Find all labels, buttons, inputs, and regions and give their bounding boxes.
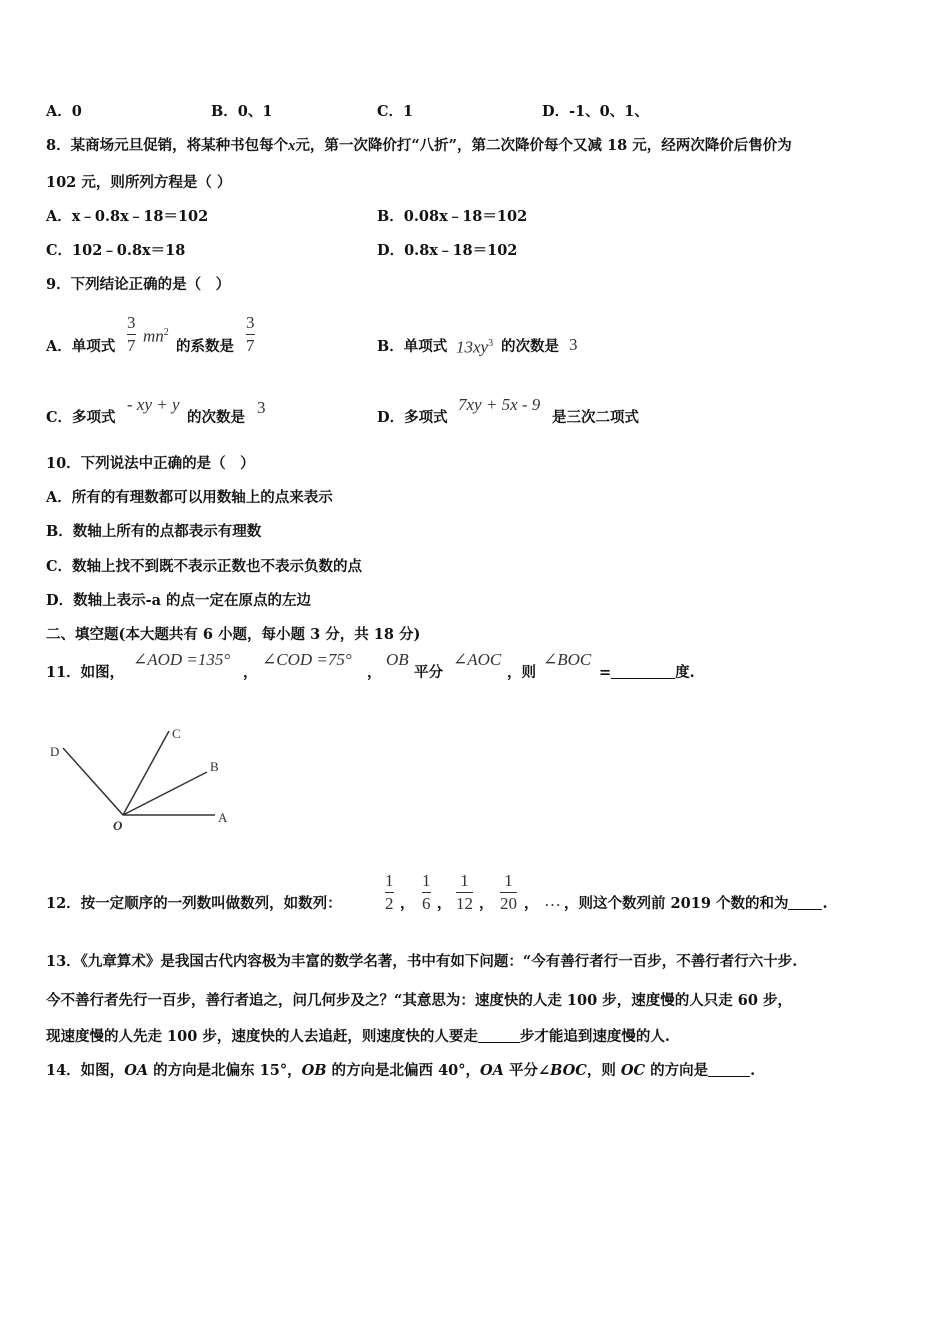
q13-line3-post: 步才能追到速度慢的人. bbox=[519, 1028, 670, 1045]
q10-option-a: A．所有的有理数都可以用数轴上的点来表示 bbox=[46, 489, 333, 506]
q14-oc: OC bbox=[620, 1062, 646, 1079]
label-a: A bbox=[218, 810, 228, 825]
q7-option-b: B．0、1 bbox=[211, 103, 273, 120]
q14-ob: OB bbox=[301, 1062, 327, 1079]
q12-sep: ， bbox=[524, 895, 539, 912]
q9-c-expr: - xy + y bbox=[127, 395, 180, 414]
q12-end: . bbox=[822, 895, 828, 912]
q14-oa: OA bbox=[124, 1062, 149, 1079]
answer-blank bbox=[788, 895, 822, 910]
q14-end: . bbox=[750, 1062, 756, 1079]
q13-line2: 今不善行者先行一百步，善行者追之，问几何步及之？“其意思为：速度快的人走 100 步，速度慢的人只走 60 步， bbox=[46, 992, 792, 1009]
q11-ob: OB bbox=[386, 650, 409, 669]
fraction-bar bbox=[500, 892, 517, 893]
q11-pre: 11．如图， bbox=[46, 664, 125, 681]
q11-angle-boc: ∠BOC bbox=[543, 650, 592, 669]
q14-oa-2: OA bbox=[480, 1062, 504, 1079]
q12-post: ，则这个数列前 2019 个数的和为 bbox=[564, 895, 789, 912]
q9-b-pre: B．单项式 bbox=[377, 338, 448, 355]
q9-a-mid: 的系数是 bbox=[176, 338, 234, 355]
q10-option-d: D．数轴上表示-a 的点一定在原点的左边 bbox=[46, 592, 312, 609]
q11-comma-1: ， bbox=[243, 664, 258, 681]
answer-blank bbox=[611, 664, 675, 679]
q12-pre: 12．按一定顺序的一列数叫做数列，如数列： bbox=[46, 895, 342, 912]
label-d: D bbox=[50, 744, 60, 759]
denominator: 6 bbox=[422, 894, 431, 913]
q9-b-answer: 3 bbox=[569, 335, 578, 354]
q9-a-den: 7 bbox=[127, 336, 136, 355]
numerator: 1 bbox=[422, 871, 431, 890]
fraction-bar bbox=[127, 334, 136, 335]
q8-option-d: D．0.8x﹣18＝102 bbox=[377, 242, 518, 259]
q12-ellipsis: … bbox=[544, 891, 561, 910]
label-c: C bbox=[172, 726, 181, 741]
q7-option-a: A．0 bbox=[46, 103, 82, 120]
q13-line3 bbox=[46, 1027, 670, 1047]
ray-od bbox=[63, 748, 123, 815]
q14-line bbox=[46, 1061, 755, 1081]
q8-option-a: A．x﹣0.8x﹣18＝102 bbox=[46, 208, 209, 225]
fraction-bar bbox=[456, 892, 473, 893]
q10-option-b: B．数轴上所有的点都表示有理数 bbox=[46, 523, 262, 540]
q14-m2: 的方向是北偏西 40°， bbox=[326, 1062, 481, 1079]
numerator: 1 bbox=[504, 871, 513, 890]
q10-option-c: C．数轴上找不到既不表示正数也不表示负数的点 bbox=[46, 558, 363, 575]
q9-d-expr: 7xy + 5x - 9 bbox=[458, 395, 541, 414]
q9-a-ans-den: 7 bbox=[246, 336, 255, 355]
fraction-bar bbox=[246, 334, 255, 335]
q14-pre: 14．如图， bbox=[46, 1062, 125, 1079]
q12-fraction-1 bbox=[385, 872, 394, 913]
q12-post-line bbox=[564, 894, 828, 914]
section-heading-fill-in: 二、填空题(本大题共有 6 小题，每小题 3 分，共 18 分) bbox=[46, 626, 421, 643]
q8-stem-line2: 102 元，则所列方程是（ ） bbox=[46, 174, 232, 191]
q9-d-post: 是三次二项式 bbox=[552, 409, 639, 426]
q10-stem: 10．下列说法中正确的是（ ） bbox=[46, 455, 255, 472]
numerator: 1 bbox=[385, 871, 394, 890]
numerator: 1 bbox=[460, 871, 469, 890]
q12-sep: ， bbox=[437, 895, 452, 912]
q13-line1: 13．《九章算术》是我国古代内容极为丰富的数学名著，书中有如下问题：“今有善行者行一百步，不善行者行六十步. bbox=[46, 953, 798, 970]
q11-unit: 度. bbox=[675, 664, 695, 681]
q11-then: ，则 bbox=[507, 664, 536, 681]
q12-sep: ， bbox=[479, 895, 494, 912]
q8-stem-pre: 8．某商场元旦促销，将某种书包每个 bbox=[46, 137, 289, 154]
q14-m5: 的方向是 bbox=[645, 1062, 709, 1079]
q8-option-b: B．0.08x﹣18＝102 bbox=[377, 208, 528, 225]
q12-sep: ， bbox=[400, 895, 415, 912]
q11-answer-line bbox=[599, 663, 695, 683]
q13-line3-pre: 现速度慢的人先走 100 步，速度快的人去追赶，则速度快的人要走 bbox=[46, 1028, 478, 1045]
q11-angle-figure bbox=[40, 715, 250, 840]
answer-blank bbox=[708, 1062, 750, 1077]
denominator: 12 bbox=[456, 894, 473, 913]
q9-a-fraction bbox=[127, 314, 136, 355]
q9-stem: 9．下列结论正确的是（ ） bbox=[46, 276, 231, 293]
q9-c-mid: 的次数是 bbox=[187, 409, 245, 426]
q9-c-pre: C．多项式 bbox=[46, 409, 116, 426]
answer-blank bbox=[478, 1028, 520, 1043]
q8-var: x bbox=[288, 138, 296, 154]
q9-d-pre: D．多项式 bbox=[377, 409, 448, 426]
q11-angle-aod: ∠AOD =135° bbox=[133, 650, 231, 669]
q8-stem-line1 bbox=[46, 136, 792, 156]
q9-a-answer bbox=[246, 314, 255, 355]
q14-m1: 的方向是北偏东 15°， bbox=[148, 1062, 302, 1079]
denominator: 20 bbox=[500, 894, 517, 913]
q14-m3: 平分∠ bbox=[503, 1062, 551, 1079]
q11-angle-aoc: ∠AOC bbox=[453, 650, 502, 669]
q8-option-c: C．102﹣0.8x＝18 bbox=[46, 242, 186, 259]
fraction-bar bbox=[422, 892, 431, 893]
q14-m4: ，则 bbox=[586, 1062, 621, 1079]
q12-fraction-2 bbox=[422, 872, 431, 913]
q9-a-pre: A．单项式 bbox=[46, 338, 116, 355]
q9-a-var: $mn^2$ bbox=[143, 326, 169, 346]
label-b: B bbox=[210, 759, 219, 774]
label-o: O bbox=[113, 818, 123, 833]
q9-c-answer: 3 bbox=[257, 398, 266, 417]
q11-eq: = bbox=[599, 664, 612, 681]
fraction-bar bbox=[385, 892, 394, 893]
q14-boc: BOC bbox=[550, 1062, 587, 1079]
q11-mid: 平分 bbox=[414, 664, 443, 681]
q7-option-d: D．-1、0、1、 bbox=[542, 103, 649, 120]
q12-fraction-4 bbox=[500, 872, 517, 913]
q12-fraction-3 bbox=[456, 872, 473, 913]
denominator: 2 bbox=[385, 894, 394, 913]
q9-a-ans-num: 3 bbox=[246, 313, 255, 332]
q9-a-num: 3 bbox=[127, 313, 136, 332]
q8-stem-post: 元，第一次降价打“八折”，第二次降价每个又减 18 元，经两次降价后售价为 bbox=[295, 137, 792, 154]
q9-b-mid: 的次数是 bbox=[501, 338, 559, 355]
q11-angle-cod: ∠COD =75° bbox=[262, 650, 352, 669]
q11-comma-2: ， bbox=[367, 664, 382, 681]
q7-option-c: C．1 bbox=[377, 103, 414, 120]
q9-b-expr: $13xy^3$ bbox=[456, 337, 494, 357]
